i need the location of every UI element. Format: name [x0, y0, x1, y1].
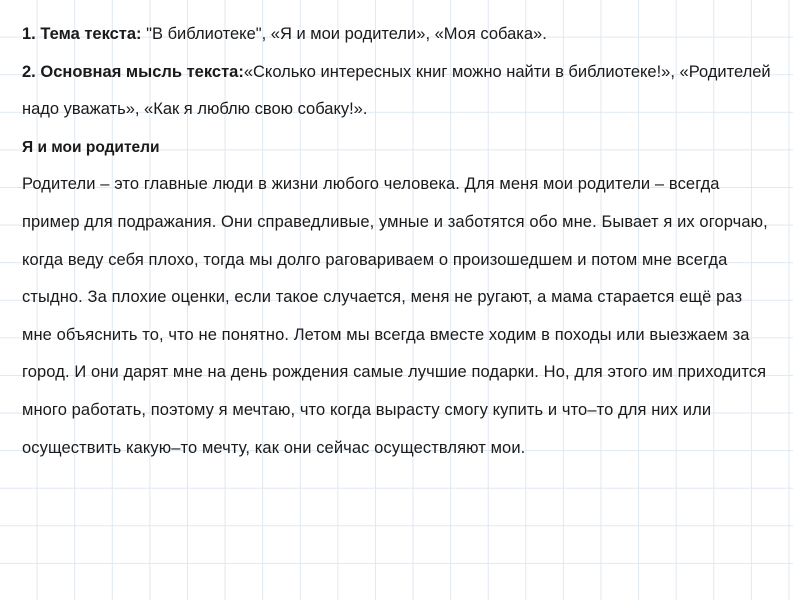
- essay-heading: Я и мои родители: [22, 138, 160, 156]
- item-2-label: Основная мысль текста:: [40, 62, 244, 81]
- item-2-value: «Сколько интересных книг можно найти в библиотеке!», «Родителей надо уважать», «Как я люблю свою собаку!».: [22, 62, 771, 119]
- item-1-number: 1.: [22, 25, 36, 43]
- answer-item-1: [22, 16, 771, 54]
- item-1-value: "В библиотеке", «Я и мои родители», «Моя собака».: [141, 25, 547, 43]
- answer-item-2: [22, 54, 771, 129]
- item-1-label: Тема текста:: [40, 25, 142, 43]
- essay-body: Родители – это главные люди в жизни любого человека. Для меня мои родители – всегда пример для подражания. Они справедливые, умные и заботятся обо мне. Бывает я их огорчаю, когда веду себя плохо, тогда мы долго раговариваем о произошедшем и потом мне всегда стыдно. За плохие оценки, если такое случается, меня не ругают, а мама старается ещё раз мне объяснить то, что не понятно. Летом мы всегда вместе ходим в походы или выезжаем за город. И они дарят мне на день рождения самые лучшие подарки. Но, для этого им приходится много работать, поэтому я мечтаю, что когда вырасту смогу купить и что–то для них или осуществить какую–то мечту, как они сейчас осуществляют мои.: [22, 175, 768, 457]
- item-2-number: 2.: [22, 62, 36, 81]
